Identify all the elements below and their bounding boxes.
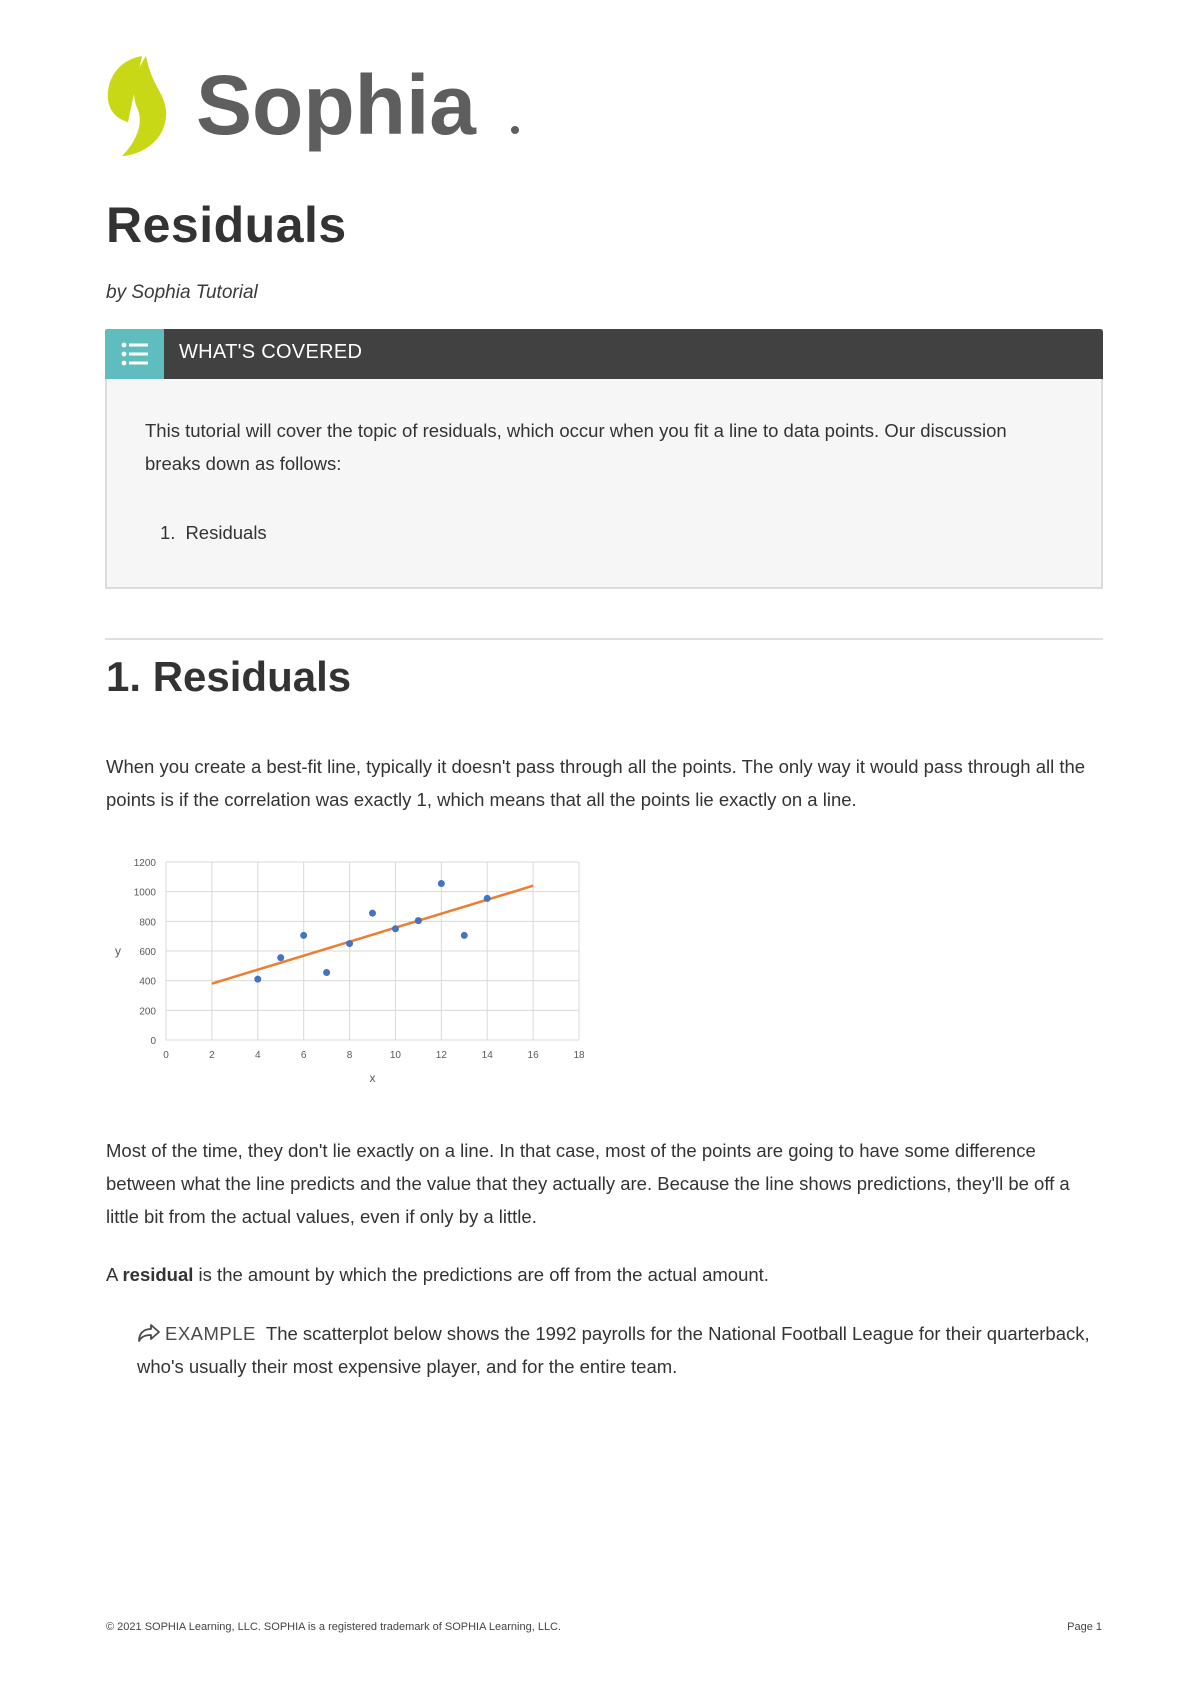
x-tick-label: 0: [163, 1050, 169, 1061]
byline: by Sophia Tutorial: [106, 282, 258, 303]
definition-suffix: is the amount by which the predictions are off from the actual amount.: [193, 1264, 769, 1285]
data-point: [392, 925, 399, 932]
paragraph-best-fit: When you create a best-fit line, typically it doesn't pass through all the points. The only way it would pass through all the points is if the correlation was exactly 1, which means that all the points lie exactly on a line.: [106, 756, 1086, 810]
whats-covered-intro: This tutorial will cover the topic of residuals, which occur when you fit a line to data points. Our discussion breaks down as follows:: [145, 420, 1007, 474]
sophia-logo-icon: [108, 56, 166, 156]
data-point: [254, 976, 261, 983]
data-point: [277, 954, 284, 961]
sophia-logo: [104, 52, 534, 162]
x-tick-label: 6: [300, 1050, 307, 1061]
whats-covered-list: [160, 522, 267, 544]
x-tick-label: 2: [209, 1050, 215, 1061]
y-tick-label: 200: [139, 1006, 156, 1018]
list-item: [160, 522, 267, 544]
section-divider: [105, 638, 1103, 640]
x-tick-label: 18: [573, 1050, 585, 1061]
x-axis-label: x: [369, 1071, 376, 1085]
y-tick-label: 1200: [133, 858, 156, 869]
x-tick-label: 10: [389, 1050, 402, 1061]
example-block: [137, 1317, 1097, 1383]
y-tick-label: 0: [150, 1036, 156, 1047]
x-tick-label: 14: [481, 1050, 493, 1061]
residual-term: residual: [122, 1264, 194, 1285]
y-tick-label: 1000: [133, 887, 156, 899]
y-tick-label: 800: [139, 917, 156, 929]
x-tick-label: 4: [254, 1050, 261, 1061]
example-text: The scatterplot below shows the 1992 payrolls for the National Football League for their quarterback, who's usually their most expensive player, and for the entire team.: [137, 1323, 1090, 1377]
sophia-logo-wordmark: Sophia: [196, 58, 477, 152]
example-label: EXAMPLE: [165, 1323, 256, 1344]
data-point: [300, 932, 307, 939]
footer-page-number: Page 1: [1067, 1621, 1102, 1633]
data-point: [369, 910, 376, 917]
list-item-label: Residuals: [185, 522, 267, 543]
y-axis-label: y: [115, 944, 121, 958]
data-point: [415, 917, 422, 924]
y-tick-label: 600: [139, 947, 156, 958]
list-icon: [105, 329, 164, 379]
scatter-chart-svg: [104, 840, 604, 1100]
data-point: [461, 932, 468, 939]
list-item-number: 1.: [160, 522, 176, 543]
data-point: [484, 895, 491, 902]
y-tick-label: 400: [139, 976, 156, 988]
paragraph-differences: Most of the time, they don't lie exactly on a line. In that case, most of the points are going to have some difference between what the line predicts and the value that they actually are. Because the line shows predictions, they'll be off a little bit from the actual values, even if only by a little.: [106, 1140, 1070, 1227]
data-point: [438, 880, 445, 887]
whats-covered-header: [105, 329, 1103, 379]
section-heading: 1. Residuals: [106, 653, 352, 700]
footer-copyright: © 2021 SOPHIA Learning, LLC. SOPHIA is a registered trademark of SOPHIA Learning, LLC.: [106, 1621, 562, 1633]
x-tick-label: 8: [346, 1050, 353, 1061]
data-point: [323, 969, 330, 976]
paragraph-residual-definition: [106, 1258, 1096, 1291]
sophia-logo-mark: [104, 52, 534, 162]
page-title: Residuals: [106, 197, 347, 253]
definition-prefix: A: [106, 1264, 123, 1285]
x-tick-label: 16: [527, 1050, 539, 1061]
data-point: [346, 940, 353, 947]
share-arrow-icon: [137, 1320, 161, 1340]
whats-covered-title: WHAT'S COVERED: [179, 341, 363, 363]
scatter-chart: [104, 840, 604, 1100]
x-tick-label: 12: [435, 1050, 447, 1061]
